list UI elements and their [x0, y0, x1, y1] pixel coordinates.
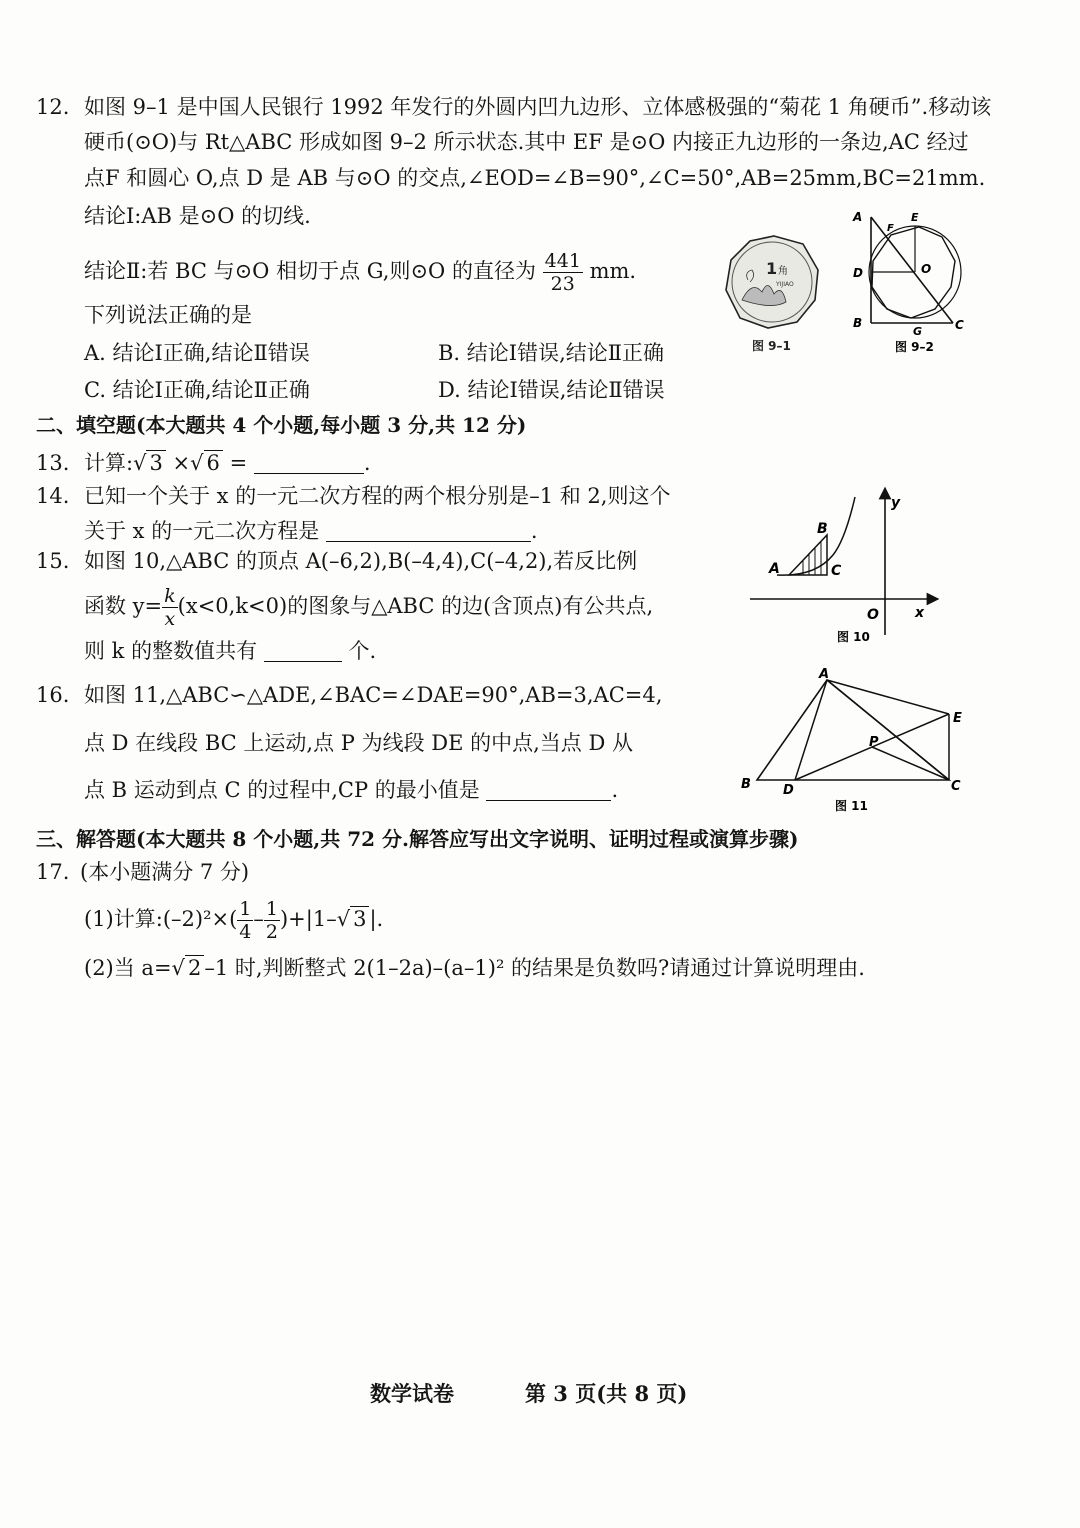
q12-question: 下列说法正确的是 — [84, 303, 252, 327]
q17-sqrt-2: √ 2 — [172, 953, 205, 983]
q13-times: × — [172, 451, 191, 475]
q13-equals: = — [229, 451, 248, 475]
figure-10 — [745, 485, 945, 650]
q15-line-2 — [84, 585, 653, 630]
footer-page-number: 第 3 页(共 8 页) — [525, 1381, 688, 1406]
q15-line-3-text: 则 k 的整数值共有 — [84, 639, 258, 663]
q17-part-2-text: –1 时,判断整式 2(1–2a)–(a–1)² 的结果是负数吗?请通过计算说明理由. — [204, 956, 865, 980]
q13-prefix: 计算: — [84, 451, 134, 475]
q14-line-2 — [84, 516, 538, 546]
q12-frac-numerator: 441 — [544, 250, 581, 272]
fig11-label-c: C — [951, 779, 961, 794]
q15-line-3-end: 个. — [348, 639, 377, 663]
q17-part-2-prefix: (2)当 a= — [84, 956, 172, 980]
fig10-label-y: y — [891, 495, 901, 511]
q12-line-2: 硬币(⊙O)与 Rt△ABC 形成如图 9–2 所示状态.其中 EF 是⊙O 内接正九边形的一条边,AC 经过 — [84, 130, 969, 154]
q12-line-3: 点F 和圆心 O,点 D 是 AB 与⊙O 的交点,∠EOD=∠B=90°,∠C=50°,AB=25mm,BC=21mm. — [84, 166, 986, 190]
q17-fraction-1: $\frac{1}{4}$ — [239, 898, 252, 943]
q12-option-b: B. 结论Ⅰ错误,结论Ⅱ正确 — [438, 341, 665, 365]
section-2-title: 二、填空题(本大题共 4 个小题,每小题 3 分,共 12 分) — [36, 413, 527, 437]
q17-part-1-end: |. — [369, 907, 384, 931]
fig11-label-b: B — [741, 777, 751, 792]
q13-sqrt-2: √ 6 — [190, 448, 223, 478]
figure-11 — [735, 668, 975, 818]
coin-pinyin: YIJIAO — [776, 281, 794, 288]
q13-end: . — [363, 451, 371, 475]
q14-end: . — [530, 519, 538, 543]
figure-10-caption: 图 10 — [837, 630, 870, 644]
figure-9-2 — [845, 205, 980, 360]
q15-answer-blank[interactable] — [264, 639, 342, 662]
q17-number: 17. — [36, 860, 70, 884]
fig11-label-p: P — [869, 735, 879, 750]
q12-conclusion-2-text: 结论Ⅱ:若 BC 与⊙O 相切于点 G,则⊙O 的直径为 — [84, 259, 536, 283]
q14-line-2-text: 关于 x 的一元二次方程是 — [84, 519, 320, 543]
fig11-label-d: D — [783, 783, 794, 798]
q14-number: 14. — [36, 484, 70, 508]
fig9-2-label-o: O — [921, 262, 932, 276]
q15-line-1: 如图 10,△ABC 的顶点 A(–6,2),B(–4,4),C(–4,2),若反比例 — [84, 549, 638, 573]
q13-sqrt-1: √ 3 — [133, 448, 166, 478]
q15-fraction: $\frac{k}{x}$ — [164, 585, 176, 630]
fig11-label-e: E — [953, 711, 962, 726]
fig9-2-label-b: B — [853, 316, 863, 330]
q14-answer-blank[interactable] — [326, 519, 531, 542]
q17-part-1-mid: )+|1– — [279, 907, 337, 931]
fig10-label-a: A — [769, 561, 780, 577]
fig9-2-label-c: C — [955, 318, 964, 332]
fig11-label-a: A — [819, 668, 830, 682]
q16-line-1: 如图 11,△ABC∽△ADE,∠BAC=∠DAE=90°,AB=3,AC=4, — [84, 683, 663, 707]
q12-line-1: 如图 9–1 是中国人民银行 1992 年发行的外圆内凹九边形、立体感极强的“菊花 1 角硬币”.移动该 — [84, 95, 992, 119]
q17-fraction-2: $\frac{1}{2}$ — [265, 898, 278, 943]
q12-conclusion-2 — [84, 250, 636, 295]
fig9-2-label-f: F — [887, 223, 894, 234]
q12-unit: mm. — [589, 259, 637, 283]
fig10-label-x: x — [915, 605, 925, 621]
q13-answer-blank[interactable] — [254, 451, 364, 474]
figure-9-1 — [722, 230, 832, 355]
q16-end: . — [611, 778, 619, 802]
coin-outline — [726, 236, 818, 328]
q12-number: 12. — [36, 95, 70, 119]
figure-11-caption: 图 11 — [835, 799, 868, 813]
fig10-label-b: B — [817, 521, 828, 537]
q16-line-3 — [84, 775, 618, 805]
coin-char: 角 — [778, 266, 788, 277]
q15-line-3 — [84, 636, 376, 666]
q17-part-1 — [84, 898, 383, 943]
fig9-2-label-a: A — [853, 210, 863, 224]
q16-line-2: 点 D 在线段 BC 上运动,点 P 为线段 DE 的中点,当点 D 从 — [84, 731, 633, 755]
section-3-title: 三、解答题(本大题共 8 个小题,共 72 分.解答应写出文字说明、证明过程或演算步骤) — [36, 827, 799, 851]
q12-conclusion-1: 结论Ⅰ:AB 是⊙O 的切线. — [84, 204, 311, 228]
q15-line-2-prefix: 函数 y= — [84, 594, 163, 618]
q17-minus: – — [253, 907, 264, 931]
q12-option-a: A. 结论Ⅰ正确,结论Ⅱ错误 — [84, 341, 310, 365]
q13-body — [84, 448, 371, 478]
q12-diameter-fraction — [543, 250, 583, 295]
q12-option-d: D. 结论Ⅰ错误,结论Ⅱ错误 — [438, 378, 665, 402]
q13-number: 13. — [36, 451, 70, 475]
figure-9-2-caption: 图 9–2 — [895, 340, 934, 354]
fig9-2-label-d: D — [853, 266, 863, 280]
q14-line-1: 已知一个关于 x 的一元二次方程的两个根分别是–1 和 2,则这个 — [84, 484, 671, 508]
q12-option-c: C. 结论Ⅰ正确,结论Ⅱ正确 — [84, 378, 310, 402]
fig10-label-c: C — [831, 563, 842, 579]
q16-number: 16. — [36, 683, 70, 707]
q17-header: (本小题满分 7 分) — [80, 860, 250, 884]
fig10-label-o: O — [867, 607, 879, 623]
q17-sqrt-3: √ 3 — [337, 904, 370, 934]
q16-line-3-text: 点 B 运动到点 C 的过程中,CP 的最小值是 — [84, 778, 480, 802]
fig9-2-label-e: E — [911, 211, 919, 224]
q15-line-2-text: (x<0,k<0)的图象与△ABC 的边(含顶点)有公共点, — [177, 594, 654, 618]
q12-frac-denominator: 23 — [550, 273, 575, 295]
figure-9-1-caption: 图 9–1 — [752, 339, 791, 353]
q17-part-1-prefix: (1)计算:(–2)²×( — [84, 907, 238, 931]
footer-subject: 数学试卷 — [370, 1381, 454, 1406]
fig9-2-label-g: G — [913, 325, 923, 338]
q17-part-2 — [84, 953, 865, 983]
coin-digit: 1 — [766, 259, 778, 278]
q15-number: 15. — [36, 549, 70, 573]
q16-answer-blank[interactable] — [486, 778, 611, 801]
